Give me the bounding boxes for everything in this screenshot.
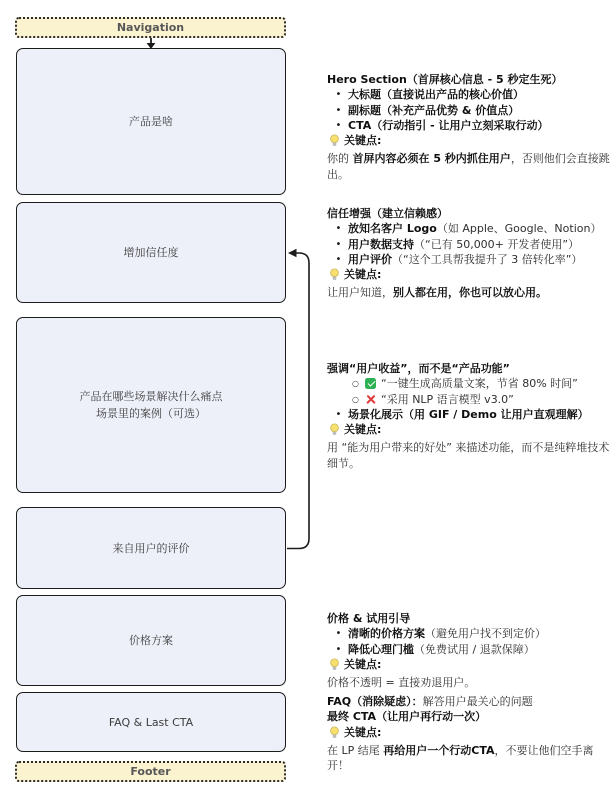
lightbulb-icon: [328, 133, 340, 151]
annotation-text: 价格 & 试用引导: [327, 612, 411, 625]
flow-box-testimonials: [16, 507, 286, 589]
annotation-text: 关键点:: [344, 423, 382, 437]
navigation-box: [15, 17, 286, 38]
annotation-text: 副标题（补充产品优势 & 价值点）: [348, 103, 520, 117]
annotation-text: 清晰的价格方案（避免用户找不到定价）: [348, 627, 546, 641]
annotation-text: Hero Section（首屏核心信息 - 5 秒定生死）: [327, 73, 563, 86]
bullet-icon: •: [335, 643, 342, 655]
hollow-bullet-icon: ○: [352, 379, 359, 389]
flow-box-trust: [16, 202, 286, 303]
lightbulb-icon: [328, 422, 340, 440]
bullet-icon: •: [335, 89, 342, 101]
annotation-text: 用户评价（“这个工具帮我提升了 3 倍转化率”）: [348, 252, 583, 266]
flow-box-label: FAQ & Last CTA: [108, 715, 194, 729]
annotation-text: 用户数据支持（“已有 50,000+ 开发者使用”）: [348, 237, 580, 251]
flow-box-hero-section: [16, 48, 286, 195]
bullet-icon: •: [335, 119, 342, 131]
bullet-icon: •: [335, 238, 342, 250]
bullet-icon: •: [335, 223, 342, 235]
lightbulb-icon: [328, 267, 340, 285]
annotation-hero-section: [327, 72, 613, 182]
annotation-text: 信任增强（建立信赖感）: [327, 207, 448, 220]
annotation-text: 场景化展示（用 GIF / Demo 让用户直观理解）: [348, 407, 589, 421]
bullet-icon: •: [335, 408, 342, 420]
annotation-pricing: [327, 611, 613, 690]
annotation-text: 价格不透明 = 直接劝退用户。: [327, 676, 476, 690]
annotation-text: 最终 CTA（让用户再行动一次）: [327, 710, 487, 724]
flow-box-label: 价格方案: [129, 634, 173, 647]
annotation-text: 关键点:: [344, 268, 382, 282]
footer-label: Footer: [130, 765, 171, 778]
annotation-text: 放知名客户 Logo（如 Apple、Google、Notion）: [348, 222, 602, 236]
annotation-text: 关键点:: [344, 725, 382, 739]
navigation-label: Navigation: [116, 21, 185, 34]
flow-box-label: 产品在哪些场景解决什么痛点: [79, 390, 223, 403]
annotation-faq: [327, 694, 613, 773]
flow-box-sublabel: 场景里的案例（可选）: [96, 407, 206, 420]
check-icon: [365, 378, 376, 389]
annotation-trust: [327, 206, 613, 301]
annotation-text: “一键生成高质量文案，节省 80% 时间”: [381, 377, 578, 391]
annotation-text: 让用户知道，别人都在用，你也可以放心用。: [327, 286, 547, 300]
annotation-text: CTA（行动指引 - 让用户立刻采取行动）: [348, 118, 549, 132]
lightbulb-icon: [328, 657, 340, 675]
annotation-text: 在 LP 结尾 再给用户一个行动CTA，不要让他们空手离开！: [327, 743, 594, 773]
flow-box-faq-last-cta: [16, 692, 286, 752]
annotation-text: 降低心理门槛（免费试用 / 退款保障）: [348, 642, 535, 656]
flow-box-label: 产品是啥: [129, 115, 173, 128]
annotation-text: 你的 首屏内容必须在 5 秒内抓住用户，否则他们会直接跳出。: [327, 152, 610, 181]
footer-box: [15, 761, 286, 782]
annotation-text: 关键点:: [344, 134, 382, 148]
cross-icon: [365, 394, 376, 405]
annotation-text: 强调“用户收益”，而不是“产品功能”: [327, 362, 510, 375]
annotation-text: FAQ（消除疑虑）：解答用户最关心的问题: [327, 695, 533, 708]
bullet-icon: •: [335, 628, 342, 640]
annotation-text: 关键点:: [344, 657, 382, 671]
arrow-left-icon: [288, 249, 297, 258]
flow-box-label: 增加信任度: [123, 246, 179, 259]
lightbulb-icon: [328, 725, 340, 743]
flow-box-scenarios: [16, 317, 286, 493]
annotation-benefits: [327, 361, 613, 471]
flow-box-label: 来自用户的评价: [112, 541, 190, 555]
testimonials-to-trust-connector: [287, 249, 309, 549]
flow-box-pricing: [16, 595, 286, 686]
hollow-bullet-icon: ○: [352, 394, 359, 404]
bullet-icon: •: [335, 253, 342, 265]
annotation-text: 大标题（直接说出产品的核心价值）: [348, 88, 524, 102]
annotation-text: “采用 NLP 语言模型 v3.0”: [381, 392, 514, 406]
bullet-icon: •: [335, 104, 342, 116]
annotation-text: 用 “能为用户带来的好处” 来描述功能，而不是纯粹堆技术细节。: [327, 441, 610, 470]
